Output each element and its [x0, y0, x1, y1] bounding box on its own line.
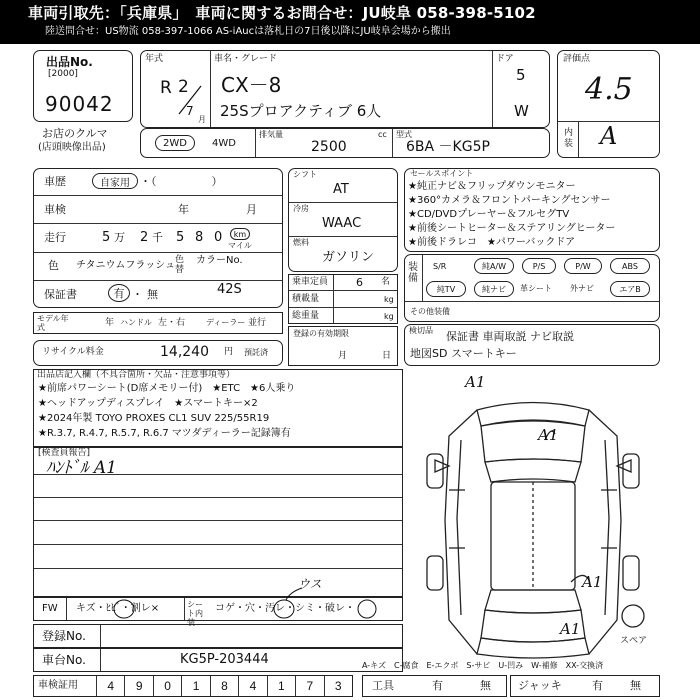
- equip-pw: P/W: [564, 258, 602, 274]
- lot-small: [2000]: [48, 69, 78, 79]
- cert-digit-0: 4: [96, 676, 124, 696]
- ac-label: 冷房: [293, 204, 309, 213]
- recycle-label: リサイクル料金: [42, 347, 104, 357]
- quality-annotation: ウス: [298, 577, 322, 591]
- cert-digit-8: 3: [324, 676, 352, 696]
- capacity-label-2: 総重量: [292, 311, 320, 321]
- recycle-value: 14,240: [160, 344, 209, 360]
- equip-sr: S/R: [433, 262, 447, 271]
- equip-ext-navi: 外ナビ: [570, 284, 594, 293]
- equip-abs: ABS: [610, 258, 650, 274]
- chassis-label: 車台No.: [42, 653, 86, 667]
- spare-label: スペア: [620, 636, 648, 646]
- mileage-label: 走行: [44, 231, 66, 244]
- seat-x-circle-mark: [356, 598, 378, 620]
- lot-number: 90042: [45, 92, 114, 116]
- dealer-label: ディーラー: [206, 318, 246, 327]
- inspector-note: ﾊﾝﾄﾞﾙ A1: [46, 458, 117, 478]
- capacity-unit-1: kg: [384, 295, 394, 304]
- history-suffix: ・（ ）: [140, 175, 223, 188]
- capacity-label-0: 乗車定員: [292, 277, 329, 287]
- model-code-value: 6BA －KG5P: [406, 139, 490, 155]
- shaken-label: 車検: [44, 203, 66, 216]
- sales-point-1: ★360°カメラ＆フロントパーキングセンサー: [408, 195, 611, 206]
- reg-expiry-month: 月: [338, 351, 348, 361]
- color-label: 色: [48, 259, 59, 272]
- year-label: 年式: [145, 54, 164, 64]
- reg-expiry-label: 登録の有効期限: [293, 329, 349, 338]
- seller-note-2: ★2024年製 TOYO PROXES CL1 SUV 225/55R19: [38, 413, 270, 424]
- seller-note-1: ★ヘッドアップディスプレイ ★スマートキー×2: [38, 398, 258, 409]
- score-label: 評価点: [563, 54, 591, 64]
- capacity-label-1: 積載量: [292, 294, 320, 304]
- inspector-label: [検査員報告]: [38, 448, 91, 458]
- shaken-year: 年: [178, 203, 189, 216]
- mileage-unit: km: [230, 228, 250, 240]
- registration-row: [33, 624, 403, 648]
- diagram-mark-2: A1: [538, 426, 559, 444]
- seller-note-0: ★前席パワーシート(D席メモリー付) ★ETC ★6人乗り: [38, 383, 296, 394]
- handle-label: ハンドル: [120, 318, 152, 327]
- equipment-label: 装備: [408, 262, 418, 284]
- annotation-arrow: [282, 586, 304, 602]
- chassis-value: KG5P-203444: [180, 652, 269, 667]
- mileage-d2: 2: [140, 230, 149, 245]
- capacity-value-0: 6: [356, 276, 363, 289]
- diagram-mark-1: A1: [465, 373, 486, 391]
- shift-label: シフト: [293, 170, 317, 179]
- cert-label: 車検証用: [38, 680, 78, 691]
- handle-value: 左・右: [158, 318, 186, 328]
- color-value: チタニウムフラッシュ: [76, 260, 175, 271]
- displacement-unit: cc: [378, 130, 387, 139]
- equip-ps: P/S: [522, 258, 556, 274]
- model-code-label: 型式: [396, 130, 412, 139]
- mileage-d3: 5: [176, 230, 185, 245]
- recycle-deposit: 預託済: [244, 348, 268, 357]
- lot-label: 出品No.: [46, 55, 93, 69]
- sales-point-0: ★純正ナビ＆フリップダウンモニター: [408, 181, 576, 192]
- color-code: 42S: [217, 282, 242, 297]
- mileage-u2: 千: [152, 231, 163, 244]
- warranty-label: 保証書: [44, 288, 77, 301]
- equip-navi: 純ナビ: [474, 281, 514, 297]
- registration-label: 登録No.: [42, 629, 86, 643]
- cert-digit-2: 0: [153, 676, 181, 696]
- jack-label: ジャッキ: [518, 679, 562, 692]
- model-name: CX－8: [221, 73, 282, 97]
- cert-digit-5: 4: [238, 676, 266, 696]
- capacity-unit-0: 名: [381, 277, 391, 287]
- seller-notes-label: 出品店記入欄（不具合箇所・欠品・注意事項等）: [37, 370, 236, 380]
- interior-value: A: [600, 122, 618, 150]
- year-month: 7: [186, 104, 194, 118]
- recycle-unit: 円: [224, 347, 234, 357]
- mileage-unit2: マイル: [228, 241, 252, 250]
- header-line1: 車両引取先：「兵庫県」 車両に関するお問合せ：JU岐阜 058-398-5102: [28, 4, 536, 22]
- jack-yes: 有: [592, 679, 603, 692]
- fw-label: FW: [42, 603, 58, 614]
- cert-digit-1: 9: [124, 676, 152, 696]
- score-value: 4.5: [585, 72, 633, 107]
- reg-expiry-day: 日: [382, 351, 392, 361]
- mileage-u1: 万: [114, 231, 125, 244]
- tools-no: 無: [480, 679, 491, 692]
- warranty-dot: ・: [132, 288, 143, 301]
- mileage-d5: 0: [214, 230, 223, 245]
- cert-digit-7: 7: [295, 676, 323, 696]
- tools-label: 工具: [372, 679, 394, 692]
- displacement-value: 2500: [311, 139, 347, 155]
- sales-point-2: ★CD/DVDプレーヤー＆フルセグTV: [408, 209, 570, 220]
- fw-circle-mark: [112, 598, 136, 620]
- cert-digit-3: 1: [181, 676, 209, 696]
- fw-items: キズ・ﾋﾋﾞ・割レ×: [76, 603, 160, 614]
- history-value: 自家用: [92, 173, 138, 189]
- color-code-label: カラーNo.: [196, 255, 243, 266]
- door-type: W: [514, 102, 529, 120]
- model-label: 車名・グレード: [214, 54, 278, 64]
- model-year-year: 年: [105, 318, 115, 328]
- damage-legend: A-キズ C-腐食 E-エクボ S-サビ U-凹み W-補修 XX-交換済: [362, 661, 604, 670]
- seat-items: コゲ・穴・汚レ・シミ・破レ・: [215, 603, 355, 614]
- equip-leather: 革シート: [520, 284, 552, 293]
- shaken-month: 月: [246, 203, 257, 216]
- year-value: 2: [178, 77, 189, 97]
- year-month-suffix: 月: [198, 115, 206, 124]
- seat-label: シート内装: [187, 600, 203, 627]
- ac-value: WAAC: [322, 216, 362, 231]
- model-grade: 25Sプロアクティブ 6人: [220, 102, 382, 120]
- door-label: ドア: [496, 54, 514, 64]
- dealer-value: 並行: [248, 318, 267, 328]
- fuel-value: ガソリン: [322, 250, 375, 265]
- inspection-line2: 地図SD スマートキー: [410, 347, 517, 360]
- drive-2wd: 2WD: [155, 135, 195, 151]
- sales-point-3: ★前後シートヒーター＆ステアリングヒーター: [408, 223, 616, 234]
- seller-note-3: ★R.3.7, R.4.7, R.5.7, R.6.7 マツダディーラー記録簿有: [38, 428, 291, 439]
- mileage-d1: 5: [102, 230, 111, 245]
- shift-value: AT: [333, 182, 349, 197]
- warranty-no: 無: [147, 288, 158, 301]
- jack-no: 無: [630, 679, 641, 692]
- tools-yes: 有: [432, 679, 443, 692]
- cert-digit-4: 8: [210, 676, 238, 696]
- drive-4wd: 4WD: [212, 138, 236, 149]
- equip-aw: 純A/W: [474, 258, 514, 274]
- sales-points-label: セールスポイント: [410, 169, 474, 178]
- inspection-line1: 保証書 車両取説 ナビ取説: [446, 330, 574, 343]
- interior-label: 内装: [564, 128, 574, 149]
- diagram-mark-4: A1: [560, 620, 581, 638]
- equipment-other: その他装備: [410, 307, 450, 316]
- model-year-label: モデル年式: [37, 314, 69, 332]
- sales-point-4: ★前後ドラレコ ★パワーバックドア: [408, 237, 576, 248]
- equip-tv: 純TV: [426, 281, 466, 297]
- lot-note2: (店頭映像出品): [38, 142, 106, 153]
- lot-note1: お店のクルマ: [42, 127, 108, 140]
- history-label: 車歴: [44, 175, 66, 188]
- inspection-label: 検切品: [409, 326, 433, 335]
- cert-digits: [96, 676, 352, 696]
- year-era: R: [160, 78, 172, 98]
- color-change: 色替: [175, 255, 185, 275]
- cert-digit-6: 1: [267, 676, 295, 696]
- capacity-unit-2: kg: [384, 312, 394, 321]
- header-line2: 陸送問合せ：US物流 058-397-1066 AS-iAucは落札日の7日後以降にJU岐阜会場から搬出: [45, 26, 451, 37]
- diagram-mark-3: A1: [582, 573, 603, 591]
- equip-airbag: エアB: [610, 281, 650, 297]
- door-value: 5: [516, 66, 526, 84]
- fuel-label: 燃料: [293, 238, 309, 247]
- displacement-label: 排気量: [259, 130, 283, 139]
- mileage-d4: 8: [195, 230, 204, 245]
- car-diagram: [405, 370, 660, 660]
- warranty-yes: 有: [108, 284, 130, 302]
